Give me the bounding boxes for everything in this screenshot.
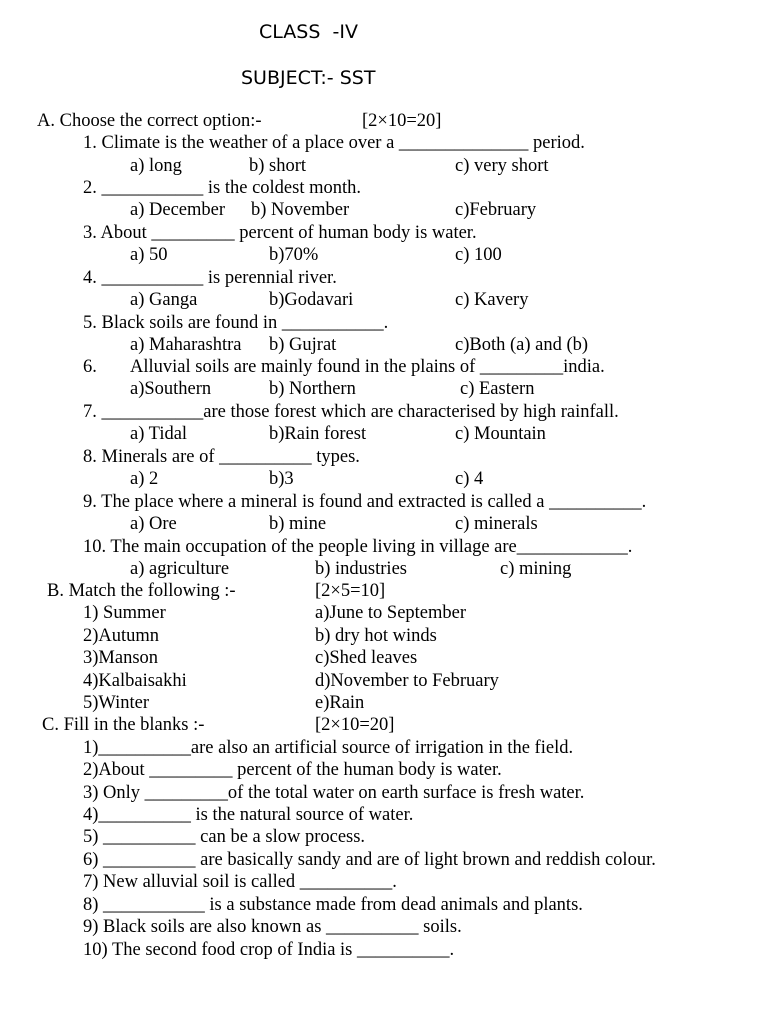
question-text: Alluvial soils are mainly found in the plains of _________india. bbox=[130, 357, 605, 377]
match-right: c)Shed leaves bbox=[315, 648, 418, 668]
fill-blank-text: 3) Only _________of the total water on earth surface is fresh water. bbox=[83, 783, 585, 803]
subject-title: SUBJECT:- SST bbox=[241, 67, 376, 89]
options-10 bbox=[0, 558, 572, 580]
question-text: 10. The main occupation of the people living in village are____________. bbox=[83, 537, 633, 557]
option-a: a) 2 bbox=[130, 469, 159, 489]
options-1 bbox=[0, 155, 549, 177]
fill-blank-text: 6) __________ are basically sandy and are of light brown and reddish colour. bbox=[83, 850, 656, 870]
options-4 bbox=[0, 289, 529, 311]
match-right: e)Rain bbox=[315, 693, 365, 713]
option-a: a) Ganga bbox=[130, 290, 198, 310]
fill-blank-item bbox=[0, 871, 397, 893]
option-a: a) December bbox=[130, 200, 226, 220]
question-7 bbox=[0, 401, 619, 423]
match-row bbox=[0, 602, 467, 624]
option-b: b) Northern bbox=[269, 379, 356, 399]
option-b: b) Gujrat bbox=[269, 335, 337, 355]
section-c-marks: [2×10=20] bbox=[315, 715, 395, 735]
option-a: a) Ore bbox=[130, 514, 177, 534]
question-text: 7. ___________are those forest which are characterised by high rainfall. bbox=[83, 402, 619, 422]
match-left: 1) Summer bbox=[83, 603, 166, 623]
question-text: 3. About _________ percent of human body is water. bbox=[83, 223, 477, 243]
section-b-marks: [2×5=10] bbox=[315, 581, 386, 601]
fill-blank-text: 10) The second food crop of India is __________. bbox=[83, 940, 455, 960]
section-c-heading-line bbox=[0, 714, 395, 736]
question-text: 1. Climate is the weather of a place over a ______________ period. bbox=[83, 133, 585, 153]
section-b-heading: B. Match the following :- bbox=[47, 581, 236, 601]
question-text: 8. Minerals are of __________ types. bbox=[83, 447, 360, 467]
fill-blank-text: 5) __________ can be a slow process. bbox=[83, 827, 366, 847]
options-9 bbox=[0, 513, 538, 535]
fill-blank-text: 1)__________are also an artificial source of irrigation in the field. bbox=[83, 738, 574, 758]
option-a: a) Tidal bbox=[130, 424, 188, 444]
fill-blank-text: 8) ___________ is a substance made from dead animals and plants. bbox=[83, 895, 583, 915]
match-left: 2)Autumn bbox=[83, 626, 160, 646]
question-8 bbox=[0, 446, 360, 468]
question-text: 5. Black soils are found in ___________. bbox=[83, 313, 389, 333]
match-row bbox=[0, 692, 365, 714]
section-c-heading: C. Fill in the blanks :- bbox=[42, 715, 205, 735]
fill-blank-item bbox=[0, 826, 366, 848]
question-9 bbox=[0, 491, 647, 513]
class-title: CLASS -IV bbox=[259, 21, 358, 43]
option-c: c) mining bbox=[500, 559, 572, 579]
fill-blank-text: 4)__________ is the natural source of water. bbox=[83, 805, 414, 825]
match-left: 3)Manson bbox=[83, 648, 159, 668]
question-3 bbox=[0, 222, 477, 244]
question-6 bbox=[0, 356, 605, 378]
question-1 bbox=[0, 132, 585, 154]
fill-blank-item bbox=[0, 939, 455, 961]
question-5 bbox=[0, 312, 389, 334]
option-c: c)Both (a) and (b) bbox=[455, 335, 589, 355]
option-c: c) Mountain bbox=[455, 424, 546, 444]
question-text: 4. ___________ is perennial river. bbox=[83, 268, 337, 288]
option-b: b)3 bbox=[269, 469, 294, 489]
section-a-heading: A. Choose the correct option:- bbox=[37, 111, 262, 131]
option-b: b) industries bbox=[315, 559, 407, 579]
match-row bbox=[0, 625, 437, 647]
options-7 bbox=[0, 423, 546, 445]
option-c: c)February bbox=[455, 200, 537, 220]
option-b: b) November bbox=[251, 200, 350, 220]
option-a: a) 50 bbox=[130, 245, 168, 265]
fill-blank-item bbox=[0, 894, 583, 916]
option-c: c) minerals bbox=[455, 514, 538, 534]
option-a: a)Southern bbox=[130, 379, 212, 399]
option-c: c) Eastern bbox=[460, 379, 535, 399]
fill-blank-item bbox=[0, 759, 502, 781]
question-text: 2. ___________ is the coldest month. bbox=[83, 178, 361, 198]
match-row bbox=[0, 647, 418, 669]
match-left: 4)Kalbaisakhi bbox=[83, 671, 187, 691]
option-a: a) agriculture bbox=[130, 559, 230, 579]
match-right: d)November to February bbox=[315, 671, 499, 691]
match-right: b) dry hot winds bbox=[315, 626, 437, 646]
option-b: b)70% bbox=[269, 245, 319, 265]
fill-blank-item bbox=[0, 916, 462, 938]
section-a-heading-line bbox=[0, 110, 442, 132]
fill-blank-text: 9) Black soils are also known as __________ soils. bbox=[83, 917, 462, 937]
option-c: c) 4 bbox=[455, 469, 484, 489]
fill-blank-text: 7) New alluvial soil is called __________. bbox=[83, 872, 397, 892]
match-right: a)June to September bbox=[315, 603, 467, 623]
option-a: a) Maharashtra bbox=[130, 335, 242, 355]
section-a-marks: [2×10=20] bbox=[362, 111, 442, 131]
fill-blank-item bbox=[0, 737, 574, 759]
option-b: b) mine bbox=[269, 514, 327, 534]
fill-blank-item bbox=[0, 782, 585, 804]
section-b-heading-line bbox=[0, 580, 386, 602]
fill-blank-item bbox=[0, 804, 414, 826]
question-10 bbox=[0, 536, 633, 558]
option-c: c) 100 bbox=[455, 245, 502, 265]
question-4 bbox=[0, 267, 337, 289]
match-left: 5)Winter bbox=[83, 693, 150, 713]
options-3 bbox=[0, 244, 502, 266]
fill-blank-text: 2)About _________ percent of the human body is water. bbox=[83, 760, 502, 780]
question-2 bbox=[0, 177, 361, 199]
options-2 bbox=[0, 199, 537, 221]
fill-blank-item bbox=[0, 849, 656, 871]
match-row bbox=[0, 670, 499, 692]
options-8 bbox=[0, 468, 484, 490]
option-b: b)Godavari bbox=[269, 290, 354, 310]
option-b: b)Rain forest bbox=[269, 424, 367, 444]
options-6 bbox=[0, 378, 535, 400]
option-b: b) short bbox=[249, 156, 307, 176]
option-c: c) very short bbox=[455, 156, 549, 176]
option-a: a) long bbox=[130, 156, 182, 176]
option-c: c) Kavery bbox=[455, 290, 529, 310]
question-text: 9. The place where a mineral is found and extracted is called a __________. bbox=[83, 492, 647, 512]
options-5 bbox=[0, 334, 589, 356]
question-number: 6. bbox=[83, 357, 97, 377]
